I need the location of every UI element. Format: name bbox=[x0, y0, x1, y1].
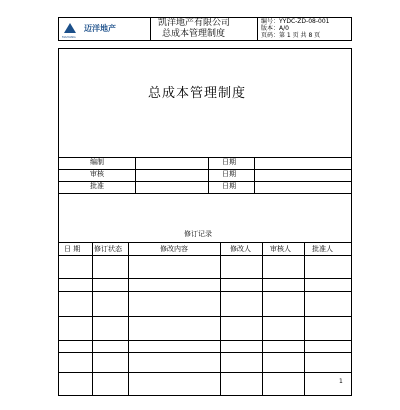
revision-header-editor: 修改人 bbox=[230, 245, 251, 253]
revision-header-date: 日 期 bbox=[64, 245, 81, 253]
revision-row-line-4 bbox=[58, 340, 352, 341]
revision-col-2 bbox=[128, 242, 129, 396]
revision-row-line-5 bbox=[58, 352, 352, 353]
logo-triangle-icon bbox=[64, 23, 76, 33]
company-logo bbox=[64, 23, 76, 35]
revision-row-line-2 bbox=[58, 291, 352, 292]
logo-subtext: MAIYANG bbox=[62, 35, 76, 39]
sign-date-label-3: 日期 bbox=[222, 182, 236, 190]
sign-label-approved: 批准 bbox=[90, 182, 104, 190]
header-divider-2 bbox=[257, 17, 258, 41]
revision-col-5 bbox=[304, 242, 305, 396]
page-number-mark: 1 bbox=[339, 378, 343, 385]
doc-number: 编号：YYDC-ZD-08-001 bbox=[261, 18, 330, 25]
company-logo-text: 迈洋地产 bbox=[84, 24, 116, 33]
document-title: 总成本管理制度 bbox=[148, 86, 247, 101]
revision-col-3 bbox=[220, 242, 221, 396]
sign-label-reviewed: 审核 bbox=[90, 170, 104, 178]
revision-col-1 bbox=[92, 242, 93, 396]
revision-col-4 bbox=[262, 242, 263, 396]
doc-page: 页码：第 1 页 共 8 页 bbox=[261, 32, 321, 39]
revision-header-approver: 批准人 bbox=[312, 245, 333, 253]
sign-label-prepared: 编制 bbox=[90, 158, 104, 166]
header-divider-1 bbox=[150, 17, 151, 41]
doc-version: 版本：A/0 bbox=[261, 25, 289, 32]
revision-header-status: 修订状态 bbox=[94, 245, 122, 253]
revision-row-line-6 bbox=[58, 372, 352, 373]
revision-header-bottom bbox=[58, 255, 352, 256]
sign-date-label-1: 日期 bbox=[222, 158, 236, 166]
sign-table-col1 bbox=[135, 157, 136, 193]
revision-row-line-1 bbox=[58, 278, 352, 279]
sign-date-label-2: 日期 bbox=[222, 170, 236, 178]
sign-table-bottom bbox=[58, 193, 352, 194]
revision-title: 修订记录 bbox=[184, 230, 212, 238]
sign-table-col2 bbox=[208, 157, 209, 193]
revision-row-line-3 bbox=[58, 316, 352, 317]
company-name: 凯洋地产有限公司 bbox=[158, 18, 231, 28]
revision-header-reviewer: 审核人 bbox=[270, 245, 291, 253]
revision-header-top bbox=[58, 242, 352, 243]
sign-table-col3 bbox=[254, 157, 255, 193]
revision-header-content: 修改内容 bbox=[160, 245, 188, 253]
document-name: 总成本管理制度 bbox=[162, 29, 226, 39]
